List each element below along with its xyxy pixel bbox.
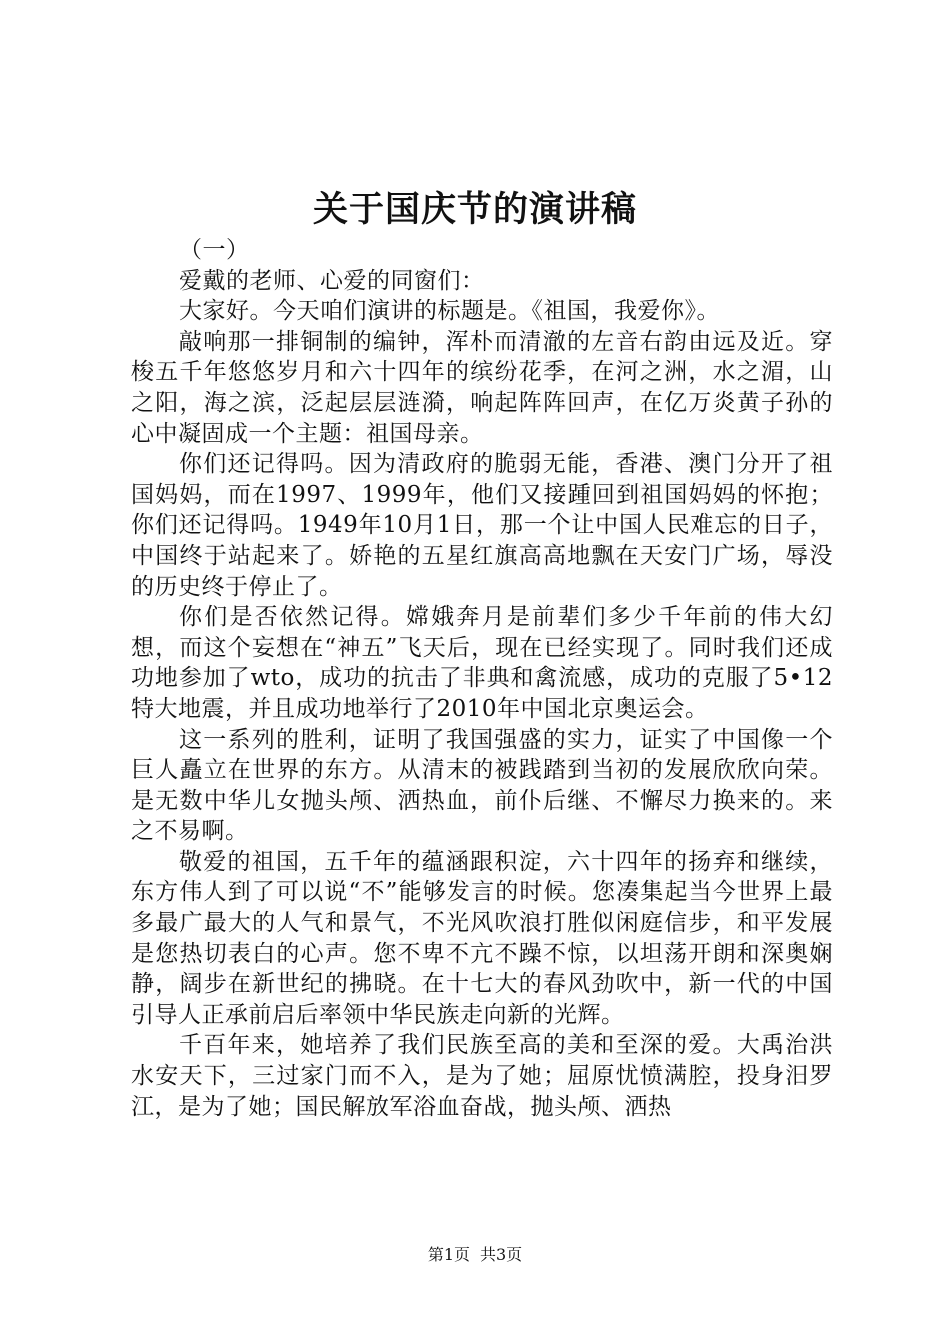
section-marker: （一） <box>179 237 250 263</box>
document-body <box>131 235 833 1122</box>
paragraph: 这一系列的胜利，证明了我国强盛的实力，证实了中国像一个巨人矗立在世界的东方。从清末的被践踏到当初的发展欣欣向荣。是无数中华儿女抛头颅、洒热血，前仆后继、不懈尽力换来的。来之不易啊。 <box>131 726 833 845</box>
page-total: 共3页 <box>480 1245 523 1264</box>
salutation: 爱戴的老师、心爱的同窗们： <box>179 267 485 294</box>
page-footer <box>0 1244 950 1266</box>
paragraph: 你们是否依然记得。嫦娥奔月是前辈们多少千年前的伟大幻想，而这个妄想在“神五”飞天后，现在已经实现了。同时我们还成功地参加了wto，成功的抗击了非典和禽流感，成功的克服了5•12特大地震，并且成功地举行了2010年中国北京奥运会。 <box>131 604 833 722</box>
document-title: 关于国庆节的演讲稿 <box>312 189 637 230</box>
page-number: 第1页 <box>427 1245 470 1264</box>
paragraph: 你们还记得吗。因为清政府的脆弱无能，香港、澳门分开了祖国妈妈，而在1997、1999年，他们又接踵回到祖国妈妈的怀抱；你们还记得吗。1949年10月1日，那一个让中国人民难忘的日子，中国终于站起来了。娇艳的五星红旗高高地飘在天安门广场，辱没的历史终于停止了。 <box>131 451 833 600</box>
paragraph: 千百年来，她培养了我们民族至高的美和至深的爱。大禹治洪水安天下，三过家门而不入，是为了她；屈原忧愤满腔，投身汨罗江，是为了她；国民解放军浴血奋战，抛头颅、洒热 <box>131 1032 833 1120</box>
paragraph: 敲响那一排铜制的编钟，浑朴而清澈的左音右韵由远及近。穿梭五千年悠悠岁月和六十四年的缤纷花季，在河之洲，水之湄，山之阳，海之滨，泛起层层涟漪，响起阵阵回声，在亿万炎黄子孙的心中凝固成一个主题：祖国母亲。 <box>131 328 833 447</box>
paragraph: 大家好。今天咱们演讲的标题是。《祖国，我爱你》。 <box>179 298 720 325</box>
paragraph: 敬爱的祖国，五千年的蕴涵跟积淀，六十四年的扬弃和继续，东方伟人到了可以说“不”能够发言的时候。您凑集起当今世界上最多最广最大的人气和景气，不光风吹浪打胜似闲庭信步，和平发展是您热切表白的心声。您不卑不亢不躁不惊，以坦荡开朗和深奥娴静，阔步在新世纪的拂晓。在十七大的春风劲吹中，新一代的中国引导人正承前启后率领中华民族走向新的光辉。 <box>131 848 833 1028</box>
